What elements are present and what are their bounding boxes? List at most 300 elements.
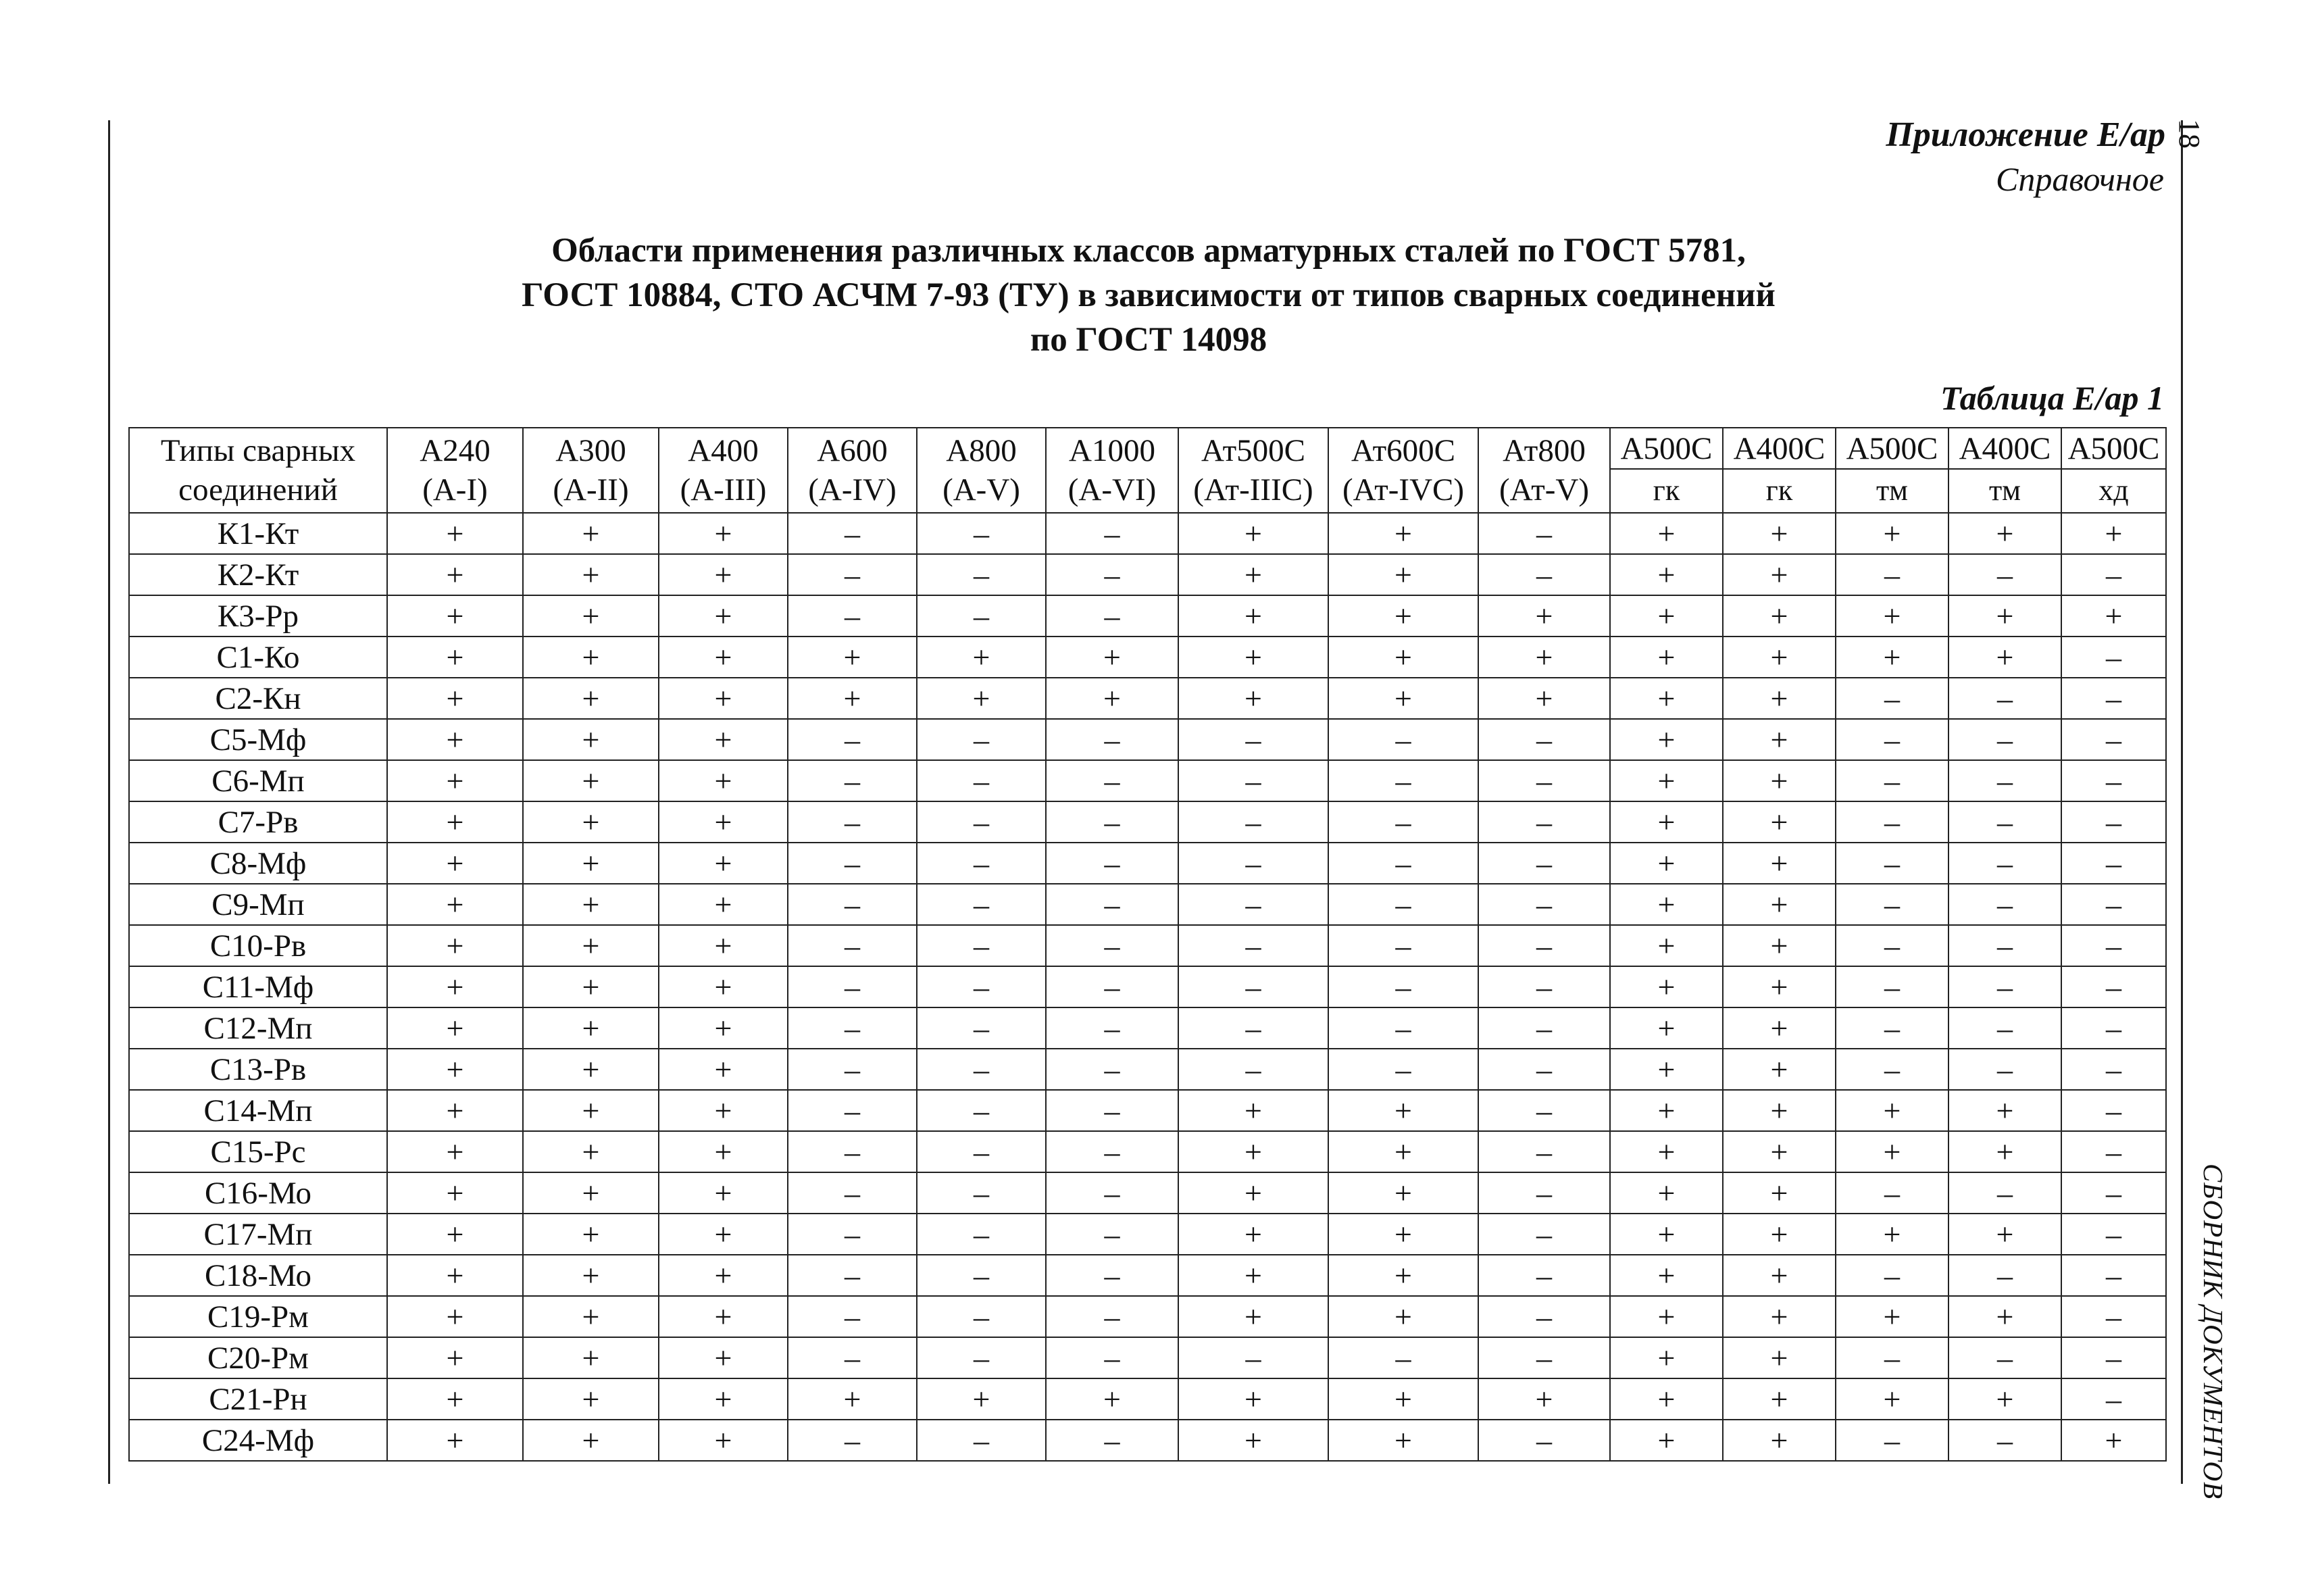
applicability-cell: – xyxy=(788,801,917,843)
joint-type-cell: С13-Рв xyxy=(129,1049,387,1090)
applicability-cell: + xyxy=(1610,843,1723,884)
applicability-cell: + xyxy=(387,1337,523,1378)
table-row xyxy=(129,1007,2166,1049)
applicability-cell: – xyxy=(788,760,917,801)
applicability-cell: + xyxy=(1178,1090,1328,1131)
column-class: Ат800 xyxy=(1503,433,1586,468)
applicability-cell: + xyxy=(1836,1090,1948,1131)
applicability-cell: + xyxy=(1723,554,1836,595)
applicability-cell: + xyxy=(1328,1296,1478,1337)
applicability-cell: + xyxy=(1610,1090,1723,1131)
applicability-cell: + xyxy=(1723,925,1836,966)
applicability-cell: + xyxy=(523,678,659,719)
applicability-cell: + xyxy=(917,1378,1046,1420)
applicability-cell: – xyxy=(917,719,1046,760)
title-line: Области применения различных классов арматурных сталей по ГОСТ 5781, xyxy=(551,232,1746,270)
joint-type-cell: К2-Кт xyxy=(129,554,387,595)
applicability-cell: + xyxy=(523,966,659,1007)
column-class: А600 xyxy=(817,433,888,468)
applicability-cell: – xyxy=(788,1007,917,1049)
applicability-cell: + xyxy=(387,966,523,1007)
applicability-cell: + xyxy=(788,637,917,678)
table-row xyxy=(129,1172,2166,1214)
applicability-cell: + xyxy=(1723,884,1836,925)
applicability-cell: + xyxy=(1328,1420,1478,1461)
applicability-cell: – xyxy=(1948,719,2061,760)
applicability-cell: – xyxy=(1328,719,1478,760)
applicability-cell: – xyxy=(1836,966,1948,1007)
column-class: А300 xyxy=(555,433,626,468)
column-header xyxy=(387,428,523,513)
applicability-cell: + xyxy=(523,1214,659,1255)
applicability-cell: – xyxy=(917,513,1046,554)
applicability-cell: – xyxy=(788,884,917,925)
applicability-cell: – xyxy=(1478,1090,1610,1131)
applicability-cell: + xyxy=(387,1420,523,1461)
applicability-cell: – xyxy=(1478,1296,1610,1337)
applicability-cell: – xyxy=(788,1255,917,1296)
applicability-cell: + xyxy=(659,1296,788,1337)
table-row xyxy=(129,843,2166,884)
applicability-cell: + xyxy=(1328,637,1478,678)
applicability-cell: – xyxy=(2061,966,2166,1007)
applicability-cell: + xyxy=(1610,595,1723,637)
applicability-cell: + xyxy=(387,1172,523,1214)
applicability-cell: – xyxy=(1046,595,1178,637)
applicability-cell: – xyxy=(1836,719,1948,760)
applicability-cell: – xyxy=(2061,884,2166,925)
applicability-cell: – xyxy=(788,513,917,554)
applicability-cell: + xyxy=(523,1378,659,1420)
applicability-cell: – xyxy=(2061,1378,2166,1420)
applicability-cell: – xyxy=(1948,760,2061,801)
applicability-cell: + xyxy=(659,1172,788,1214)
applicability-cell: – xyxy=(1836,1255,1948,1296)
applicability-cell: + xyxy=(1478,637,1610,678)
column-header xyxy=(2061,428,2166,513)
applicability-cell: + xyxy=(1948,1296,2061,1337)
document-title xyxy=(270,228,2027,362)
right-margin-rule xyxy=(2181,120,2183,1484)
joint-type-cell: С1-Ко xyxy=(129,637,387,678)
applicability-cell: + xyxy=(1610,1131,1723,1172)
applicability-cell: + xyxy=(1328,1214,1478,1255)
applicability-cell: – xyxy=(1178,925,1328,966)
applicability-cell: + xyxy=(1723,1214,1836,1255)
joint-type-cell: С10-Рв xyxy=(129,925,387,966)
applicability-cell: – xyxy=(1836,1337,1948,1378)
applicability-cell: – xyxy=(1948,843,2061,884)
applicability-cell: + xyxy=(387,554,523,595)
column-class: А400С xyxy=(1733,431,1826,466)
applicability-cell: + xyxy=(523,637,659,678)
applicability-cell: – xyxy=(1328,760,1478,801)
applicability-cell: + xyxy=(1836,1131,1948,1172)
column-subclass: (А-VI) xyxy=(1067,472,1157,507)
joint-type-cell: С11-Мф xyxy=(129,966,387,1007)
applicability-cell: – xyxy=(2061,554,2166,595)
appendix-subtitle: Справочное xyxy=(1996,160,2164,198)
column-class: А800 xyxy=(946,433,1017,468)
table-row xyxy=(129,1255,2166,1296)
applicability-cell: – xyxy=(1046,513,1178,554)
applicability-cell: – xyxy=(1478,554,1610,595)
applicability-cell: – xyxy=(1046,1090,1178,1131)
applicability-cell: + xyxy=(1178,554,1328,595)
applicability-cell: + xyxy=(1610,1378,1723,1420)
applicability-cell: + xyxy=(1723,966,1836,1007)
applicability-cell: – xyxy=(1948,1049,2061,1090)
applicability-cell: – xyxy=(788,843,917,884)
applicability-cell: + xyxy=(1610,637,1723,678)
applicability-cell: – xyxy=(1948,884,2061,925)
applicability-cell: + xyxy=(1178,1255,1328,1296)
table-row xyxy=(129,1090,2166,1131)
applicability-cell: + xyxy=(659,1420,788,1461)
steel-classes-table xyxy=(128,427,2167,1462)
side-caption: СБОРНИК ДОКУМЕНТОВ xyxy=(2198,1164,2229,1500)
applicability-cell: + xyxy=(788,1378,917,1420)
applicability-cell: – xyxy=(1328,966,1478,1007)
applicability-cell: + xyxy=(523,884,659,925)
applicability-cell: – xyxy=(2061,637,2166,678)
applicability-cell: – xyxy=(1836,1049,1948,1090)
joint-type-cell: С20-Рм xyxy=(129,1337,387,1378)
table-body xyxy=(129,513,2166,1461)
applicability-cell: – xyxy=(1046,884,1178,925)
joint-type-cell: С24-Мф xyxy=(129,1420,387,1461)
applicability-cell: – xyxy=(917,884,1046,925)
column-subclass: тм xyxy=(1949,468,2061,512)
applicability-cell: – xyxy=(1178,843,1328,884)
joint-type-cell: С12-Мп xyxy=(129,1007,387,1049)
applicability-cell: – xyxy=(1836,760,1948,801)
applicability-cell: – xyxy=(1836,1420,1948,1461)
applicability-cell: – xyxy=(917,760,1046,801)
applicability-cell: + xyxy=(523,843,659,884)
applicability-cell: – xyxy=(1046,801,1178,843)
applicability-cell: – xyxy=(917,1049,1046,1090)
applicability-cell: – xyxy=(1948,554,2061,595)
applicability-cell: – xyxy=(1836,678,1948,719)
applicability-cell: + xyxy=(1178,1378,1328,1420)
applicability-cell: – xyxy=(917,554,1046,595)
joint-type-cell: С21-Рн xyxy=(129,1378,387,1420)
applicability-cell: + xyxy=(2061,1420,2166,1461)
applicability-cell: – xyxy=(1046,760,1178,801)
title-line: по ГОСТ 14098 xyxy=(1030,321,1267,359)
applicability-cell: + xyxy=(1723,719,1836,760)
applicability-cell: + xyxy=(1723,1007,1836,1049)
applicability-cell: – xyxy=(1948,1255,2061,1296)
applicability-cell: + xyxy=(387,1007,523,1049)
applicability-cell: + xyxy=(387,595,523,637)
applicability-cell: – xyxy=(1948,1420,2061,1461)
applicability-cell: + xyxy=(523,554,659,595)
applicability-cell: + xyxy=(1478,1378,1610,1420)
column-class: А1000 xyxy=(1069,433,1155,468)
applicability-cell: – xyxy=(1046,1420,1178,1461)
joint-type-cell: С17-Мп xyxy=(129,1214,387,1255)
table-row xyxy=(129,1131,2166,1172)
column-subclass: (Ат-V) xyxy=(1499,472,1590,507)
applicability-cell: + xyxy=(523,925,659,966)
column-class: А500С xyxy=(2067,431,2160,466)
column-class: А500С xyxy=(1620,431,1713,466)
applicability-cell: + xyxy=(1046,637,1178,678)
applicability-cell: + xyxy=(1610,884,1723,925)
applicability-cell: – xyxy=(1178,1007,1328,1049)
applicability-cell: – xyxy=(1948,1337,2061,1378)
applicability-cell: – xyxy=(2061,1007,2166,1049)
applicability-cell: – xyxy=(1478,843,1610,884)
applicability-cell: – xyxy=(1328,884,1478,925)
applicability-cell: + xyxy=(523,1007,659,1049)
table-row xyxy=(129,595,2166,637)
applicability-cell: – xyxy=(788,925,917,966)
applicability-cell: + xyxy=(2061,595,2166,637)
applicability-cell: – xyxy=(1836,925,1948,966)
column-class: Ат500С xyxy=(1201,433,1305,468)
applicability-cell: + xyxy=(1723,1131,1836,1172)
applicability-cell: – xyxy=(1478,1172,1610,1214)
joint-type-cell: С9-Мп xyxy=(129,884,387,925)
applicability-cell: + xyxy=(659,1131,788,1172)
applicability-cell: + xyxy=(1723,1296,1836,1337)
applicability-cell: + xyxy=(1948,595,2061,637)
applicability-cell: + xyxy=(659,843,788,884)
applicability-cell: – xyxy=(1178,1337,1328,1378)
applicability-cell: + xyxy=(917,637,1046,678)
applicability-cell: + xyxy=(1723,801,1836,843)
applicability-cell: – xyxy=(917,1172,1046,1214)
applicability-cell: + xyxy=(659,884,788,925)
table-row xyxy=(129,925,2166,966)
applicability-cell: – xyxy=(1046,1296,1178,1337)
applicability-cell: + xyxy=(659,1214,788,1255)
joint-type-cell: С5-Мф xyxy=(129,719,387,760)
column-header xyxy=(788,428,917,513)
column-class: Ат600С xyxy=(1351,433,1455,468)
applicability-cell: – xyxy=(1948,966,2061,1007)
applicability-cell: + xyxy=(1836,513,1948,554)
applicability-cell: – xyxy=(2061,1172,2166,1214)
joint-type-cell: К1-Кт xyxy=(129,513,387,554)
applicability-cell: + xyxy=(1178,1420,1328,1461)
applicability-cell: + xyxy=(387,1131,523,1172)
applicability-cell: – xyxy=(1178,719,1328,760)
applicability-cell: + xyxy=(1610,719,1723,760)
applicability-cell: – xyxy=(788,1214,917,1255)
applicability-cell: + xyxy=(387,843,523,884)
applicability-cell: – xyxy=(1178,1049,1328,1090)
table-row xyxy=(129,801,2166,843)
applicability-cell: + xyxy=(659,637,788,678)
table-row xyxy=(129,637,2166,678)
joint-type-cell: К3-Рр xyxy=(129,595,387,637)
table-row xyxy=(129,678,2166,719)
table-row xyxy=(129,760,2166,801)
applicability-cell: + xyxy=(1723,595,1836,637)
applicability-cell: + xyxy=(1836,1296,1948,1337)
applicability-cell: – xyxy=(1178,760,1328,801)
header-row xyxy=(129,428,2166,513)
applicability-cell: – xyxy=(1328,1337,1478,1378)
applicability-cell: – xyxy=(1478,1214,1610,1255)
applicability-cell: – xyxy=(2061,1337,2166,1378)
table-row xyxy=(129,554,2166,595)
column-header xyxy=(1723,428,1836,513)
applicability-cell: – xyxy=(2061,1131,2166,1172)
applicability-cell: + xyxy=(1328,1255,1478,1296)
applicability-cell: – xyxy=(788,1049,917,1090)
applicability-cell: – xyxy=(1948,1172,2061,1214)
applicability-cell: – xyxy=(1836,554,1948,595)
applicability-cell: + xyxy=(387,1255,523,1296)
applicability-cell: + xyxy=(1723,1420,1836,1461)
applicability-cell: + xyxy=(523,1049,659,1090)
column-class: А240 xyxy=(420,433,491,468)
applicability-cell: – xyxy=(1836,1007,1948,1049)
applicability-cell: – xyxy=(1836,801,1948,843)
applicability-cell: – xyxy=(917,1131,1046,1172)
applicability-cell: + xyxy=(387,1090,523,1131)
applicability-cell: + xyxy=(387,1296,523,1337)
applicability-cell: – xyxy=(2061,1090,2166,1131)
column-header xyxy=(1478,428,1610,513)
joint-type-cell: С6-Мп xyxy=(129,760,387,801)
applicability-cell: – xyxy=(1328,843,1478,884)
applicability-cell: + xyxy=(1836,1214,1948,1255)
applicability-cell: – xyxy=(1478,925,1610,966)
applicability-cell: + xyxy=(1178,1296,1328,1337)
applicability-cell: – xyxy=(2061,801,2166,843)
applicability-cell: – xyxy=(1046,1255,1178,1296)
applicability-cell: + xyxy=(659,760,788,801)
column-subclass: (А-I) xyxy=(422,472,488,507)
applicability-cell: + xyxy=(523,1420,659,1461)
table-row xyxy=(129,513,2166,554)
applicability-cell: – xyxy=(2061,1049,2166,1090)
joint-type-cell: С18-Мо xyxy=(129,1255,387,1296)
applicability-cell: + xyxy=(1610,760,1723,801)
column-header xyxy=(1328,428,1478,513)
column-header xyxy=(1610,428,1723,513)
table-row xyxy=(129,1337,2166,1378)
applicability-cell: + xyxy=(1948,637,2061,678)
column-subclass: (А-V) xyxy=(942,472,1020,507)
column-subclass: (Ат-IIIС) xyxy=(1193,472,1313,507)
applicability-cell: – xyxy=(788,595,917,637)
table-row xyxy=(129,719,2166,760)
applicability-cell: – xyxy=(1178,966,1328,1007)
applicability-cell: – xyxy=(1328,1049,1478,1090)
column-header xyxy=(523,428,659,513)
applicability-cell: – xyxy=(1046,1172,1178,1214)
applicability-cell: – xyxy=(1478,1131,1610,1172)
applicability-cell: – xyxy=(1478,719,1610,760)
applicability-cell: + xyxy=(523,1296,659,1337)
applicability-cell: – xyxy=(1478,1049,1610,1090)
column-class: А400С xyxy=(1959,431,2051,466)
joint-type-cell: С16-Мо xyxy=(129,1172,387,1214)
column-header xyxy=(1836,428,1948,513)
applicability-cell: + xyxy=(1610,966,1723,1007)
applicability-cell: + xyxy=(387,1378,523,1420)
joint-type-cell: С7-Рв xyxy=(129,801,387,843)
applicability-cell: + xyxy=(659,1337,788,1378)
applicability-cell: + xyxy=(1723,760,1836,801)
applicability-cell: – xyxy=(788,554,917,595)
applicability-cell: + xyxy=(387,678,523,719)
appendix-title: Приложение Е/ар xyxy=(1886,116,2165,154)
applicability-cell: – xyxy=(1478,966,1610,1007)
applicability-cell: + xyxy=(1948,1090,2061,1131)
applicability-cell: + xyxy=(1478,595,1610,637)
applicability-cell: + xyxy=(2061,513,2166,554)
applicability-cell: – xyxy=(1046,966,1178,1007)
applicability-cell: – xyxy=(1836,884,1948,925)
applicability-cell: + xyxy=(1178,595,1328,637)
applicability-cell: + xyxy=(523,595,659,637)
applicability-cell: – xyxy=(917,1420,1046,1461)
applicability-cell: – xyxy=(1948,925,2061,966)
applicability-cell: + xyxy=(1723,1378,1836,1420)
column-subclass: гк xyxy=(1611,468,1722,512)
applicability-cell: + xyxy=(1610,513,1723,554)
applicability-cell: + xyxy=(1328,1090,1478,1131)
applicability-cell: + xyxy=(1478,678,1610,719)
joint-type-cell: С19-Рм xyxy=(129,1296,387,1337)
applicability-cell: – xyxy=(917,966,1046,1007)
applicability-cell: – xyxy=(1836,843,1948,884)
applicability-cell: – xyxy=(1328,1007,1478,1049)
applicability-cell: – xyxy=(917,1214,1046,1255)
column-class: А400 xyxy=(688,433,759,468)
column-header xyxy=(917,428,1046,513)
table-row xyxy=(129,1049,2166,1090)
applicability-cell: + xyxy=(1610,678,1723,719)
applicability-cell: – xyxy=(2061,719,2166,760)
table-row xyxy=(129,1296,2166,1337)
applicability-cell: + xyxy=(659,801,788,843)
applicability-cell: + xyxy=(1948,1378,2061,1420)
table-row xyxy=(129,1420,2166,1461)
row-header-cell xyxy=(129,428,387,513)
applicability-cell: + xyxy=(523,1255,659,1296)
applicability-cell: + xyxy=(523,513,659,554)
applicability-cell: – xyxy=(917,843,1046,884)
applicability-cell: + xyxy=(917,678,1046,719)
applicability-cell: + xyxy=(1948,1214,2061,1255)
applicability-cell: + xyxy=(1178,678,1328,719)
column-subclass: (А-IV) xyxy=(808,472,897,507)
applicability-cell: – xyxy=(2061,925,2166,966)
table-caption: Таблица Е/ар 1 xyxy=(1940,379,2164,417)
applicability-cell: – xyxy=(1328,801,1478,843)
applicability-cell: + xyxy=(1948,1131,2061,1172)
applicability-cell: + xyxy=(1610,1214,1723,1255)
left-margin-rule xyxy=(108,120,110,1484)
applicability-cell: + xyxy=(1610,925,1723,966)
applicability-cell: – xyxy=(2061,1255,2166,1296)
applicability-cell: + xyxy=(387,1214,523,1255)
applicability-cell: – xyxy=(788,1296,917,1337)
applicability-cell: + xyxy=(1610,1172,1723,1214)
applicability-cell: + xyxy=(1723,1255,1836,1296)
applicability-cell: – xyxy=(1046,1214,1178,1255)
applicability-cell: – xyxy=(1046,554,1178,595)
